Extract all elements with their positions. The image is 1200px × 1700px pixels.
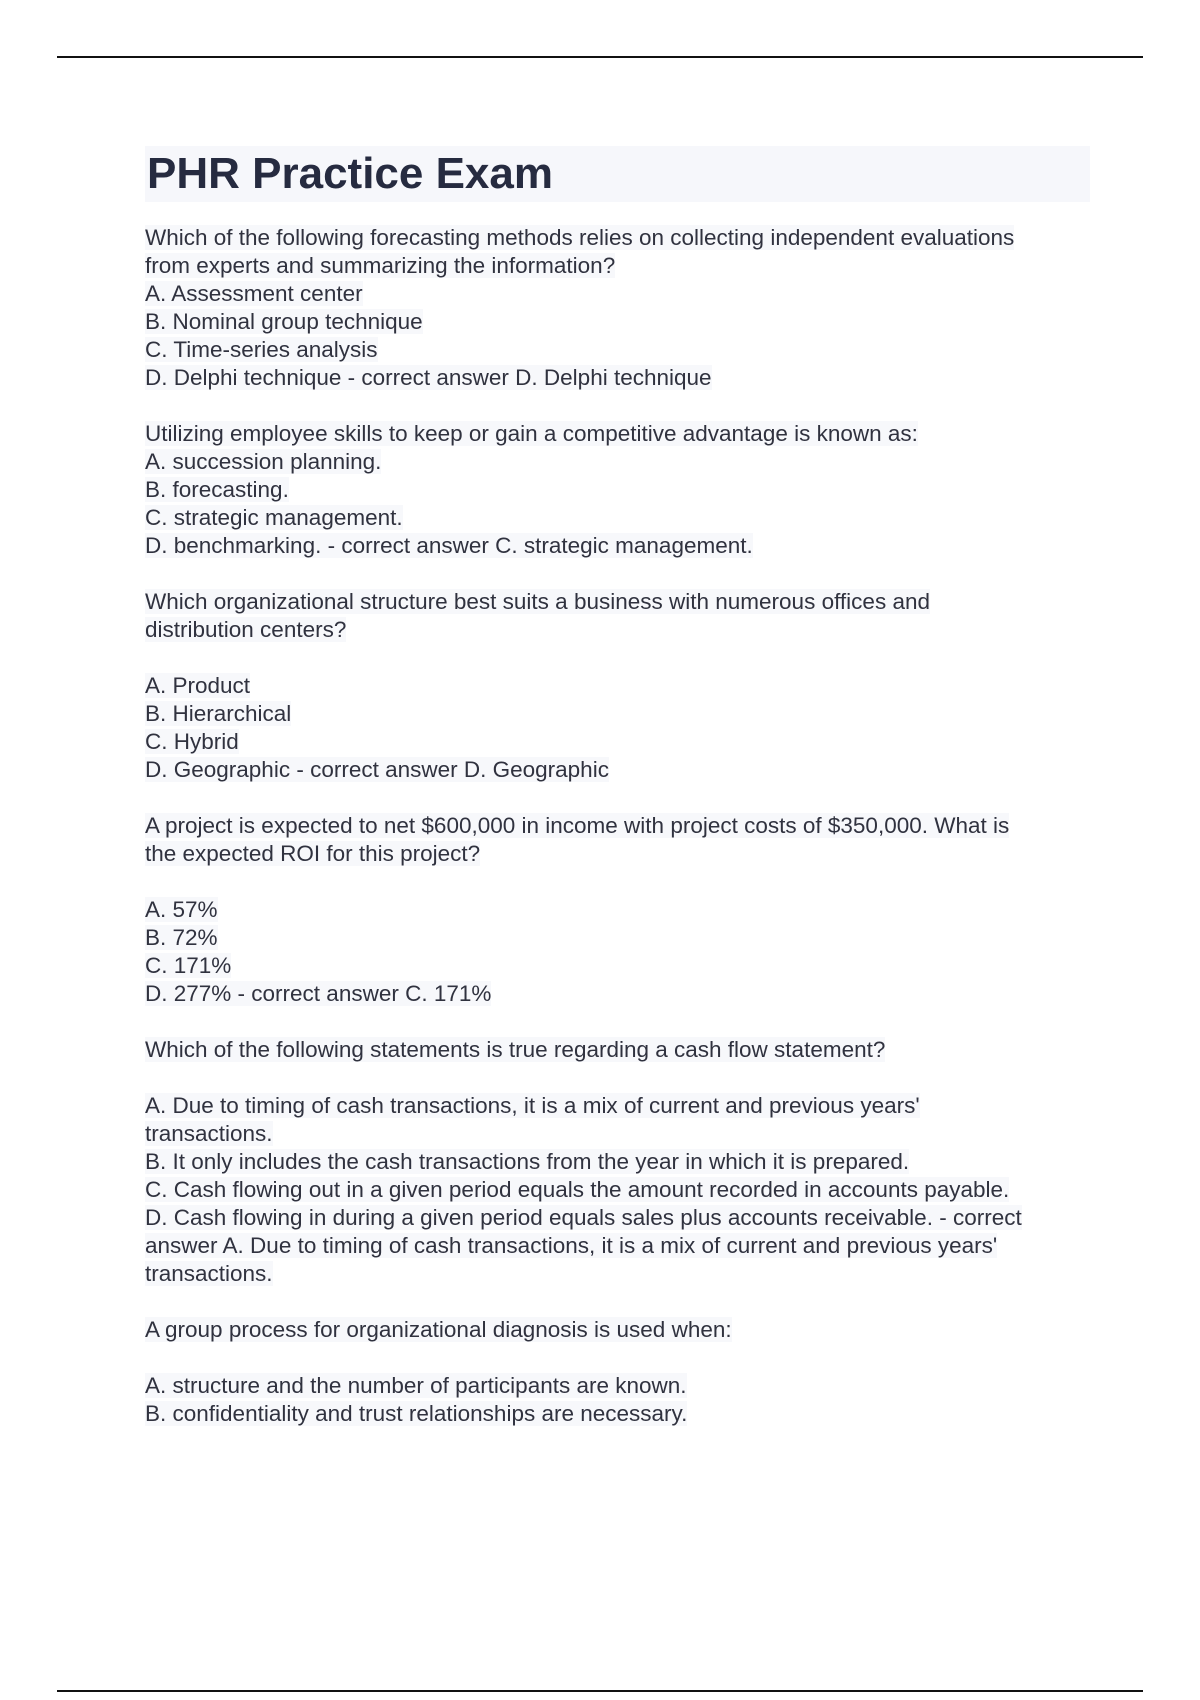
answer-option: B. Hierarchical — [145, 701, 292, 726]
question-text: A project is expected to net $600,000 in income with project costs of $350,000. What is — [145, 813, 1010, 838]
answer-option-with-correct-answer: D. Geographic - correct answer D. Geographic — [145, 757, 609, 782]
answer-option-with-correct-answer: D. Delphi technique - correct answer D. Delphi technique — [145, 365, 712, 390]
answer-option: A. structure and the number of participants are known. — [145, 1373, 687, 1398]
question-text: Which organizational structure best suits a business with numerous offices and — [145, 589, 930, 614]
answer-option-with-correct-answer: transactions. — [145, 1261, 273, 1286]
answer-option: D. Cash flowing in during a given period equals sales plus accounts receivable. - correct — [145, 1205, 1022, 1230]
answer-option: A. Product — [145, 673, 251, 698]
answer-option: C. Hybrid — [145, 729, 239, 754]
answer-option-with-correct-answer: answer A. Due to timing of cash transactions, it is a mix of current and previous years' — [145, 1233, 998, 1258]
spacer — [145, 1344, 1090, 1372]
question-block — [145, 588, 1090, 784]
question-block — [145, 420, 1090, 560]
question-block — [145, 812, 1090, 1008]
answer-option: B. It only includes the cash transactions from the year in which it is prepared. — [145, 1149, 910, 1174]
answer-option: C. 171% — [145, 953, 232, 978]
top-rule — [57, 56, 1143, 58]
question-text: Which of the following forecasting methods relies on collecting independent evaluations — [145, 225, 1015, 250]
answer-option: transactions. — [145, 1121, 273, 1146]
answer-option: B. forecasting. — [145, 477, 289, 502]
question-block — [145, 1036, 1090, 1288]
spacer — [145, 1064, 1090, 1092]
question-text: distribution centers? — [145, 617, 347, 642]
answer-option: A. Assessment center — [145, 281, 363, 306]
answer-option: C. strategic management. — [145, 505, 403, 530]
spacer — [145, 868, 1090, 896]
document-body — [145, 146, 1090, 1456]
question-block — [145, 224, 1090, 392]
question-text: Which of the following statements is true regarding a cash flow statement? — [145, 1037, 886, 1062]
question-text: from experts and summarizing the information? — [145, 253, 616, 278]
answer-option-with-correct-answer: D. benchmarking. - correct answer C. strategic management. — [145, 533, 753, 558]
answer-option: A. 57% — [145, 897, 218, 922]
answer-option: C. Time-series analysis — [145, 337, 378, 362]
question-text: Utilizing employee skills to keep or gain a competitive advantage is known as: — [145, 421, 918, 446]
answer-option-with-correct-answer: D. 277% - correct answer C. 171% — [145, 981, 492, 1006]
bottom-rule — [57, 1690, 1143, 1692]
answer-option: A. Due to timing of cash transactions, it is a mix of current and previous years' — [145, 1093, 920, 1118]
question-block — [145, 1316, 1090, 1428]
answer-option: B. confidentiality and trust relationships are necessary. — [145, 1401, 688, 1426]
answer-option: B. 72% — [145, 925, 218, 950]
answer-option: A. succession planning. — [145, 449, 382, 474]
answer-option: C. Cash flowing out in a given period equals the amount recorded in accounts payable. — [145, 1177, 1010, 1202]
spacer — [145, 644, 1090, 672]
page-title: PHR Practice Exam — [145, 146, 1090, 202]
answer-option: B. Nominal group technique — [145, 309, 423, 334]
question-text: the expected ROI for this project? — [145, 841, 481, 866]
question-text: A group process for organizational diagnosis is used when: — [145, 1317, 732, 1342]
